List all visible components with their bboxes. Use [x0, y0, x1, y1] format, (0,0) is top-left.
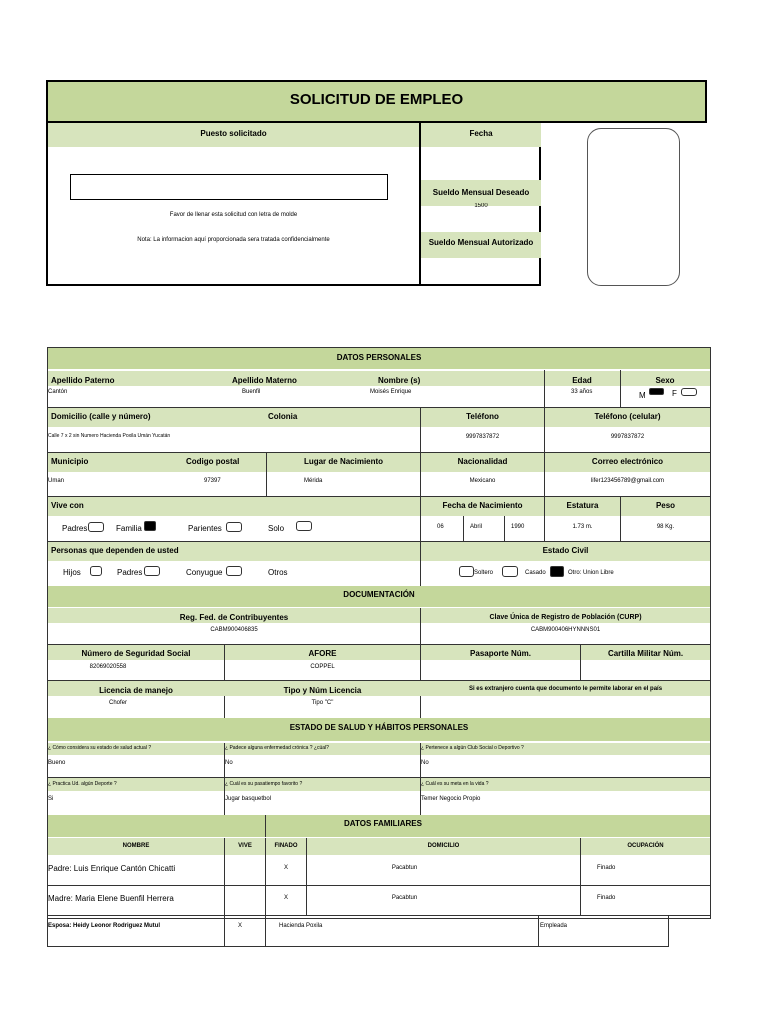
peso-value: 98 Kg. [656, 524, 675, 530]
familiar-nombre: Padre: Luis Enrique Cantón Chicatti [48, 864, 176, 873]
fecha-anio-value: 1990 [511, 524, 525, 530]
familiar-vive: X [237, 923, 242, 929]
divider [544, 453, 545, 497]
domicilio-label: Domicilio (calle y número) [51, 412, 151, 421]
divider [544, 408, 545, 452]
rfc-value: CABM900406835 [210, 627, 258, 633]
divider [265, 838, 266, 947]
curp-label: Clave Única de Registro de Población (CURP) [489, 614, 642, 621]
dependen-label: Personas que dependen de usted [51, 546, 179, 555]
puesto-label: Puesto solicitado [200, 129, 267, 138]
dep-otros-label: Otros [268, 568, 288, 577]
divider [48, 885, 710, 886]
sueldo-deseado-label: Sueldo Mensual Deseado [432, 188, 530, 197]
licencia-label: Licencia de manejo [99, 686, 173, 695]
puesto-input[interactable] [70, 174, 388, 200]
personales-title: DATOS PERSONALES [336, 353, 422, 362]
dep-hijos-checkbox[interactable] [90, 566, 102, 576]
municipio-value: Uman [48, 478, 65, 484]
telefono-label: Teléfono [466, 412, 499, 421]
salud-a6: Temer Negocio Propio [421, 796, 481, 802]
edad-value: 33 años [571, 389, 593, 395]
domicilio-value: Calle 7 x 2 sin Numero Hacienda Poxila Umán Yucatán [48, 433, 171, 439]
divider [420, 542, 421, 586]
curp-value: CABM900406HYNNNS01 [530, 627, 601, 633]
pasaporte-label: Pasaporte Núm. [470, 649, 531, 658]
divider [544, 497, 545, 541]
sexo-f-checkbox[interactable] [681, 388, 697, 396]
sexo-m-checkbox[interactable] [649, 388, 664, 395]
divider [580, 838, 581, 915]
celular-label: Teléfono (celular) [594, 412, 661, 421]
fecha-mes-value: Abril [470, 524, 483, 530]
page-title: SOLICITUD DE EMPLEO [289, 91, 464, 108]
nombre-value: Moisés Enrique [370, 389, 412, 395]
familiar-ocupacion: Finado [597, 895, 616, 901]
fecha-nac-label: Fecha de Nacimiento [442, 501, 523, 510]
apellido-materno-label: Apellido Materno [232, 376, 297, 385]
familiar-nombre: Madre: Maria Elene Buenfil Herrera [48, 894, 174, 903]
municipio-label: Municipio [51, 457, 89, 466]
cartilla-label: Cartilla Militar Núm. [607, 649, 684, 658]
salud-q2: ¿ Padece alguna enfermedad crónica ? ¿cúal? [225, 745, 329, 751]
telefono-value: 9997837872 [465, 434, 500, 440]
sexo-label: Sexo [655, 376, 675, 385]
colonia-label: Colonia [268, 412, 298, 421]
salud-q3: ¿ Pertenece a algún Club Social o Deportivo ? [421, 745, 524, 751]
ec-casado-label: Casado [525, 570, 546, 576]
divider [224, 743, 225, 815]
familiares-title: DATOS FAMILIARES [344, 819, 422, 828]
family-row-3-frame [47, 915, 669, 947]
edad-label: Edad [572, 376, 592, 385]
divider [620, 497, 621, 541]
peso-label: Peso [655, 501, 676, 510]
dep-conyugue-label: Conyugue [186, 568, 223, 577]
nacionalidad-value: Mexicano [469, 478, 496, 484]
ec-casado-checkbox[interactable] [502, 566, 518, 577]
salud-q6: ¿ Cuál es su meta en la vida ? [421, 781, 489, 787]
row-salud-q4 [48, 778, 710, 791]
ec-otro-label: Otro: Union Libre [568, 570, 614, 576]
col-ocupacion: OCUPACIÓN [627, 843, 664, 849]
afore-label: AFORE [308, 649, 337, 658]
rfc-label: Reg. Fed. de Contribuyentes [179, 613, 289, 622]
salud-a5: Jugar basquetbol [225, 796, 272, 802]
instruction-molde: Favor de llenar esta solicitud con letra de molde [169, 212, 298, 218]
instruction-confidencial: Nota: La informacion aquí proporcionada sera tratada confidencialmente [137, 237, 330, 243]
familiar-ocupacion: Finado [597, 865, 616, 871]
familiar-domicilio: Pacabtun [391, 895, 418, 901]
col-vive: VIVE [238, 843, 252, 849]
dep-padres-label: Padres [117, 568, 143, 577]
estatura-label: Estatura [566, 501, 599, 510]
lugar-nac-label: Lugar de Nacimiento [303, 457, 384, 466]
nombre-label: Nombre (s) [378, 376, 421, 385]
salud-q5: ¿ Cuál es su pasatiempo favorito ? [225, 781, 303, 787]
familiar-domicilio: Hacienda Poxila [279, 923, 323, 929]
extranjero-label: Si es extranjero cuenta que documento le permite laborar en el país [468, 686, 663, 692]
divider [306, 838, 307, 915]
documentacion-title: DOCUMENTACIÓN [343, 590, 415, 599]
celular-value: 9997837872 [610, 434, 645, 440]
divider [544, 370, 545, 408]
dep-padres-checkbox[interactable] [144, 566, 160, 576]
divider [420, 408, 421, 452]
fecha-dia-value: 06 [437, 524, 444, 530]
vive-parientes-checkbox[interactable] [226, 522, 242, 532]
afore-value: COPPEL [310, 664, 335, 670]
apellido-paterno-value: Cantón [48, 389, 68, 395]
divider [420, 743, 421, 815]
salud-a3: No [421, 760, 429, 766]
sueldo-deseado-value: 1500 [474, 203, 488, 207]
divider [224, 838, 225, 947]
divider [420, 453, 421, 497]
sexo-m-label: M [639, 391, 646, 400]
ec-soltero-checkbox[interactable] [459, 566, 474, 577]
lugar-nac-value: Mérida [304, 478, 323, 484]
divider [538, 915, 539, 947]
estatura-value: 1.73 m. [572, 524, 593, 530]
divider [504, 516, 505, 541]
familiares-header-left [48, 815, 265, 837]
apellido-materno-value: Buenfil [242, 389, 261, 395]
nss-label: Número de Seguridad Social [81, 649, 191, 658]
familiar-finado: X [283, 865, 288, 871]
salud-title: ESTADO DE SALUD Y HÁBITOS PERSONALES [289, 723, 469, 732]
divider [266, 453, 267, 497]
sueldo-autorizado-label: Sueldo Mensual Autorizado [428, 238, 534, 247]
divider [420, 497, 421, 541]
ec-soltero-label: Soltero [474, 570, 494, 576]
photo-box[interactable] [587, 128, 680, 286]
estado-civil-label: Estado Civil [542, 546, 589, 555]
salud-a2: No [225, 760, 233, 766]
divider [580, 645, 581, 680]
divider [620, 370, 621, 408]
apellido-paterno-label: Apellido Paterno [51, 376, 115, 385]
vive-padres-label: Padres [62, 524, 88, 533]
tipo-lic-label: Tipo y Núm Licencia [283, 686, 362, 695]
salud-a1: Bueno [48, 760, 66, 766]
salud-a4: Si [48, 796, 54, 802]
sexo-f-label: F [672, 389, 677, 398]
familiar-finado: X [283, 895, 288, 901]
cp-label: Codigo postal [186, 457, 240, 466]
salud-q1: ¿ Cómo considera su estado de salud actual ? [48, 745, 152, 751]
vive-parientes-label: Parientes [188, 524, 222, 533]
vive-familia-checkbox[interactable] [144, 521, 156, 531]
col-nombre: NOMBRE [122, 843, 150, 849]
correo-value: lifer123456789@gmail.com [590, 478, 665, 484]
fecha-label: Fecha [469, 129, 493, 138]
col-domicilio: DOMICILIO [427, 843, 460, 849]
vive-padres-checkbox[interactable] [88, 522, 104, 532]
puesto-panel [46, 123, 541, 286]
familiar-nombre: Esposa: Heidy Leonor Rodriguez Mutul [48, 923, 161, 929]
divider [463, 516, 464, 541]
salud-q4: ¿ Practica Ud. algún Deporte ? [48, 781, 117, 787]
vive-solo-checkbox[interactable] [296, 521, 312, 531]
licencia-value: Chofer [108, 700, 127, 706]
divider [420, 608, 421, 644]
vive-con-label: Vive con [51, 501, 84, 510]
vive-solo-label: Solo [268, 524, 285, 533]
dep-hijos-label: Hijos [63, 568, 81, 577]
nacionalidad-label: Nacionalidad [457, 457, 508, 466]
ec-casado-filled-checkbox[interactable] [550, 566, 564, 577]
cp-value: 97397 [204, 478, 221, 484]
nss-value: 82069020558 [89, 664, 127, 670]
col-finado: FINADO [274, 843, 298, 849]
dep-conyugue-checkbox[interactable] [226, 566, 242, 576]
familiar-domicilio: Pacabtun [391, 865, 418, 871]
correo-label: Correo electrónico [591, 457, 664, 466]
familiar-ocupacion: Empleada [540, 923, 568, 929]
tipo-lic-value: Tipo "C" [311, 700, 334, 706]
vive-familia-label: Familia [116, 524, 142, 533]
